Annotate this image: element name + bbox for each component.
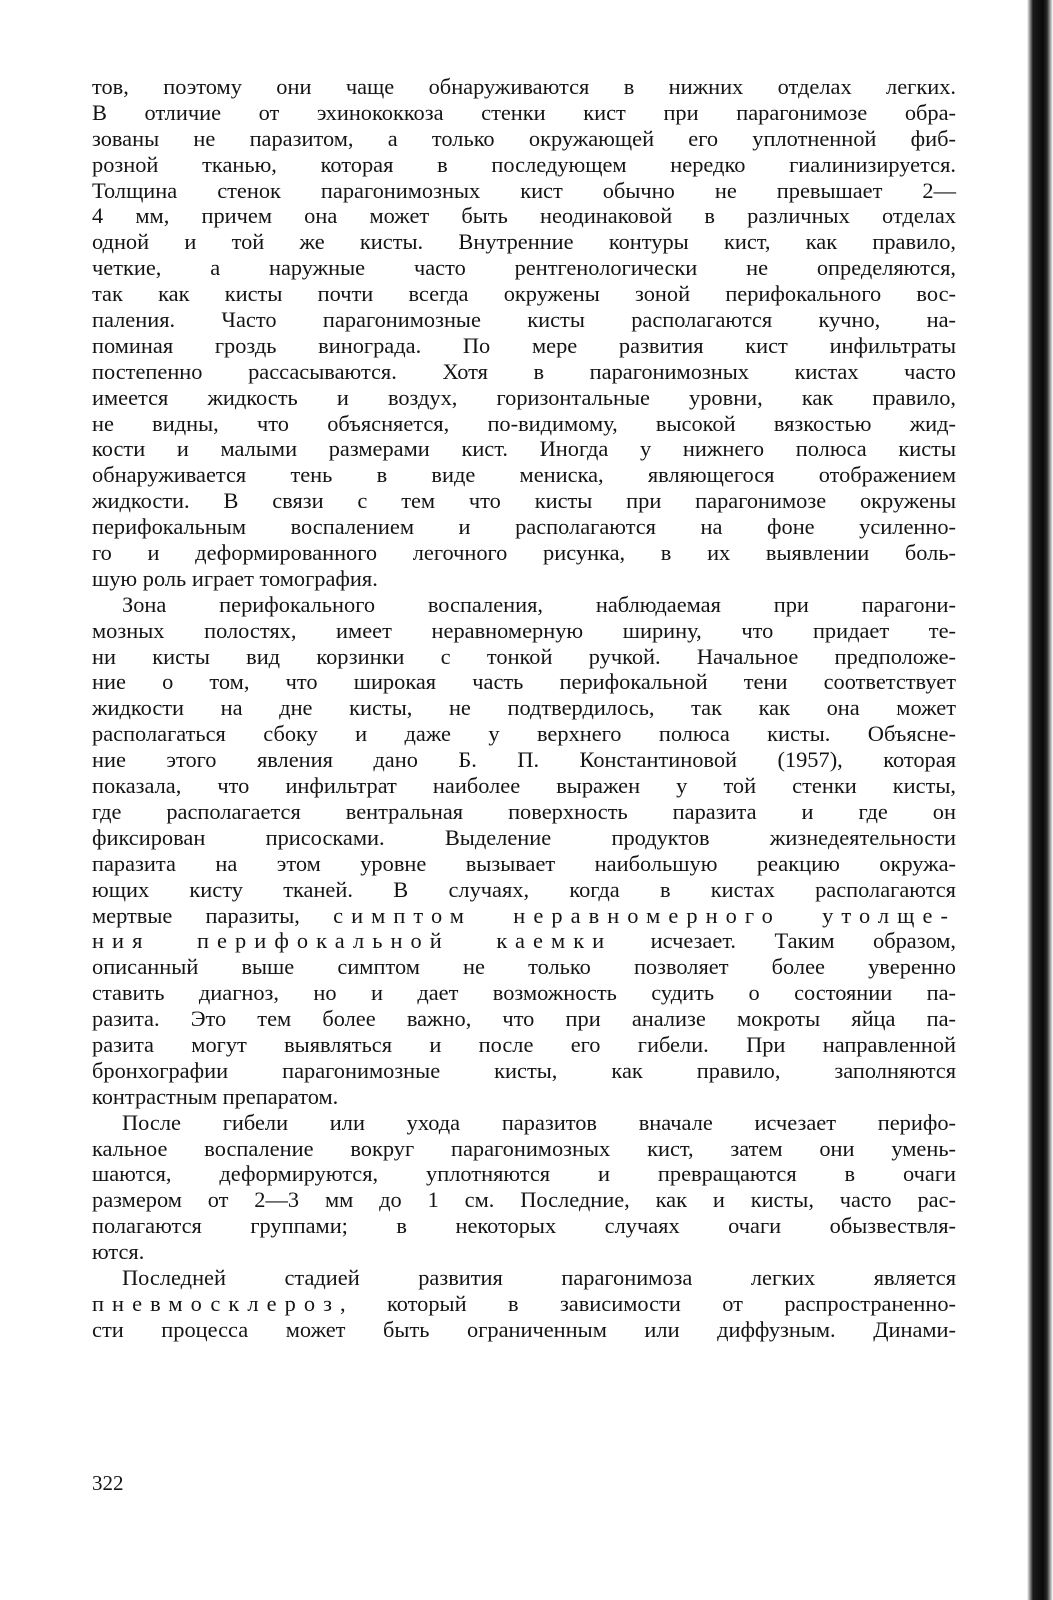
text-line: перифокальным воспалением и располагаются на фоне усиленно- [92, 514, 956, 540]
text-line: ние о том, что широкая часть перифокальной тени соответствует [92, 669, 956, 695]
text-line: кости и малыми размерами кист. Иногда у нижнего полюса кисты [92, 436, 956, 462]
text-line: где располагается вентральная поверхность паразита и где он [92, 798, 956, 824]
text-line: Толщина стенок парагонимозных кист обычно не превышает 2— [92, 177, 956, 203]
text-line: Последней стадией развития парагонимоза легких является [122, 1264, 956, 1290]
text-line: не видны, что объясняется, по-видимому, высокой вязкостью жид- [92, 410, 956, 436]
text-line: обнаруживается тень в виде мениска, являющегося отображением [92, 462, 956, 488]
text-line: четкие, а наружные часто рентгенологически не определяются, [92, 255, 956, 281]
text-line: шаются, деформируются, уплотняются и превращаются в очаги [92, 1161, 956, 1187]
text-line: фиксирован присосками. Выделение продуктов жизнедеятельности [92, 824, 956, 850]
text-line: мозных полостях, имеет неравномерную ширину, что придает те- [92, 617, 956, 643]
text-line: мертвые паразиты, симптом неравномерного утолще- [92, 902, 956, 928]
text-line: так как кисты почти всегда окружены зоной перифокального вос- [92, 281, 956, 307]
text-line: шую роль играет томография. [92, 565, 378, 591]
text-line: розной тканью, которая в последующем нередко гиалинизируется. [92, 151, 956, 177]
text-line: ются. [92, 1239, 145, 1265]
text-line: имеется жидкость и воздух, горизонтальные уровни, как правило, [92, 384, 956, 410]
emphasized-term: пневмосклероз [92, 1290, 341, 1316]
text-line: кальное воспаление вокруг парагонимозных кист, затем они умень- [92, 1135, 956, 1161]
text-line: зованы не паразитом, а только окружающей его уплотненной фиб- [92, 125, 956, 151]
text-line: поминая гроздь винограда. По мере развития кист инфильтраты [92, 332, 956, 358]
text-line: го и деформированного легочного рисунка, в их выявлении боль- [92, 540, 956, 566]
emphasized-term: симптом неравномерного утолще- [333, 902, 956, 928]
text-line: ющих кисту тканей. В случаях, когда в кистах располагаются [92, 876, 956, 902]
text-line: описанный выше симптом не только позволяет более уверенно [92, 954, 956, 980]
text-line: постепенно рассасываются. Хотя в парагонимозных кистах часто [92, 358, 956, 384]
text-line: паразита на этом уровне вызывает наибольшую реакцию окружа- [92, 850, 956, 876]
text-line: одной и той же кисты. Внутренние контуры кист, как правило, [92, 229, 956, 255]
text-line: располагаться сбоку и даже у верхнего полюса кисты. Объясне- [92, 721, 956, 747]
text-line: ние этого явления дано Б. П. Константиновой (1957), которая [92, 747, 956, 773]
text-line: паления. Часто парагонимозные кисты располагаются кучно, на- [92, 307, 956, 333]
text-line: Зона перифокального воспаления, наблюдаемая при парагони- [122, 591, 956, 617]
text-line: ни кисты вид корзинки с тонкой ручкой. Начальное предположе- [92, 643, 956, 669]
text-line: бронхографии парагонимозные кисты, как правило, заполняются [92, 1057, 956, 1083]
text-line: После гибели или ухода паразитов вначале исчезает перифо- [122, 1109, 956, 1135]
text-line: 4 мм, причем она может быть неодинаковой в различных отделах [92, 203, 956, 229]
text-line: показала, что инфильтрат наиболее выражен у той стенки кисты, [92, 773, 956, 799]
text-line: размером от 2—3 мм до 1 см. Последние, как и кисты, часто рас- [92, 1187, 956, 1213]
text-line: В отличие от эхинококкоза стенки кист при парагонимозе обра- [92, 99, 956, 125]
text-line: разита могут выявляться и после его гибели. При направленной [92, 1031, 956, 1057]
emphasized-term: ния перифокальной каемки [92, 928, 613, 954]
body-text [92, 74, 956, 1343]
page-number: 322 [92, 1471, 124, 1495]
text-line: жидкости. В связи с тем что кисты при парагонимозе окружены [92, 488, 956, 514]
text-line: полагаются группами; в некоторых случаях очаги обызвествля- [92, 1213, 956, 1239]
text-line: контрастным препаратом. [92, 1083, 339, 1109]
text-line: разита. Это тем более важно, что при анализе мокроты яйца па- [92, 1006, 956, 1032]
text-line: пневмосклероз, который в зависимости от распространенно- [92, 1290, 956, 1316]
text-line: жидкости на дне кисты, не подтвердилось, так как она может [92, 695, 956, 721]
text-line: ставить диагноз, но и дает возможность судить о состоянии па- [92, 980, 956, 1006]
text-line: ния перифокальной каемки исчезает. Таким образом, [92, 928, 956, 954]
text-line: сти процесса может быть ограниченным или диффузным. Динами- [92, 1316, 956, 1342]
text-line: тов, поэтому они чаще обнаруживаются в нижних отделах легких. [92, 74, 956, 99]
page-edge-shadow [1021, 0, 1053, 1600]
